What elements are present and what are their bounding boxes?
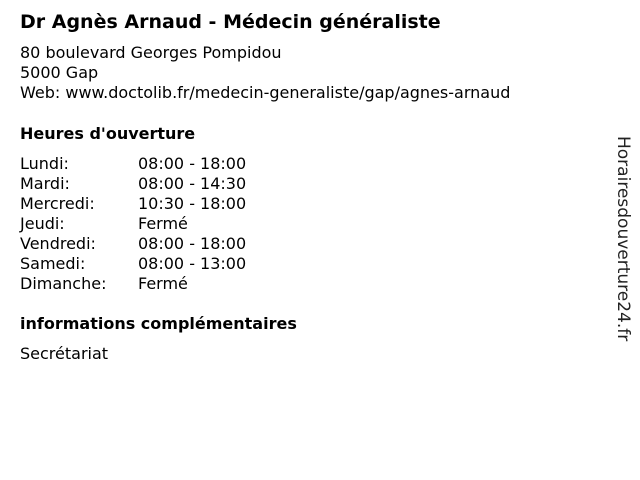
hours-row-tuesday <box>20 174 246 194</box>
day-label: Jeudi: <box>20 214 65 233</box>
time-value: 08:00 - 18:00 <box>138 234 247 253</box>
day-label: Vendredi: <box>20 234 96 253</box>
day-label: Dimanche: <box>20 274 107 293</box>
page-title: Dr Agnès Arnaud - Médecin généraliste <box>20 11 441 33</box>
time-value: Fermé <box>138 274 188 293</box>
address-block <box>20 43 510 103</box>
info-text: Secrétariat <box>20 344 109 363</box>
hours-row-monday <box>20 154 246 174</box>
hours-row-saturday <box>20 254 246 274</box>
hours-heading: Heures d'ouverture <box>20 124 196 143</box>
hours-row-sunday <box>20 274 246 294</box>
time-value: Fermé <box>138 214 188 233</box>
time-value: 10:30 - 18:00 <box>138 194 247 213</box>
address-city: 5000 Gap <box>20 63 99 82</box>
day-label: Mardi: <box>20 174 70 193</box>
hours-row-friday <box>20 234 246 254</box>
time-value: 08:00 - 13:00 <box>138 254 247 273</box>
hours-row-wednesday <box>20 194 246 214</box>
info-heading: informations complémentaires <box>20 314 297 333</box>
day-label: Lundi: <box>20 154 69 173</box>
watermark <box>611 136 635 346</box>
day-label: Samedi: <box>20 254 86 273</box>
time-value: 08:00 - 14:30 <box>138 174 247 193</box>
hours-row-thursday <box>20 214 246 234</box>
address-street: 80 boulevard Georges Pompidou <box>20 43 282 62</box>
opening-hours-list <box>20 154 246 294</box>
time-value: 08:00 - 18:00 <box>138 154 247 173</box>
watermark-text: Horairesdouverture24.fr <box>613 136 633 342</box>
day-label: Mercredi: <box>20 194 95 213</box>
address-web: Web: www.doctolib.fr/medecin-generaliste/gap/agnes-arnaud <box>20 83 511 102</box>
